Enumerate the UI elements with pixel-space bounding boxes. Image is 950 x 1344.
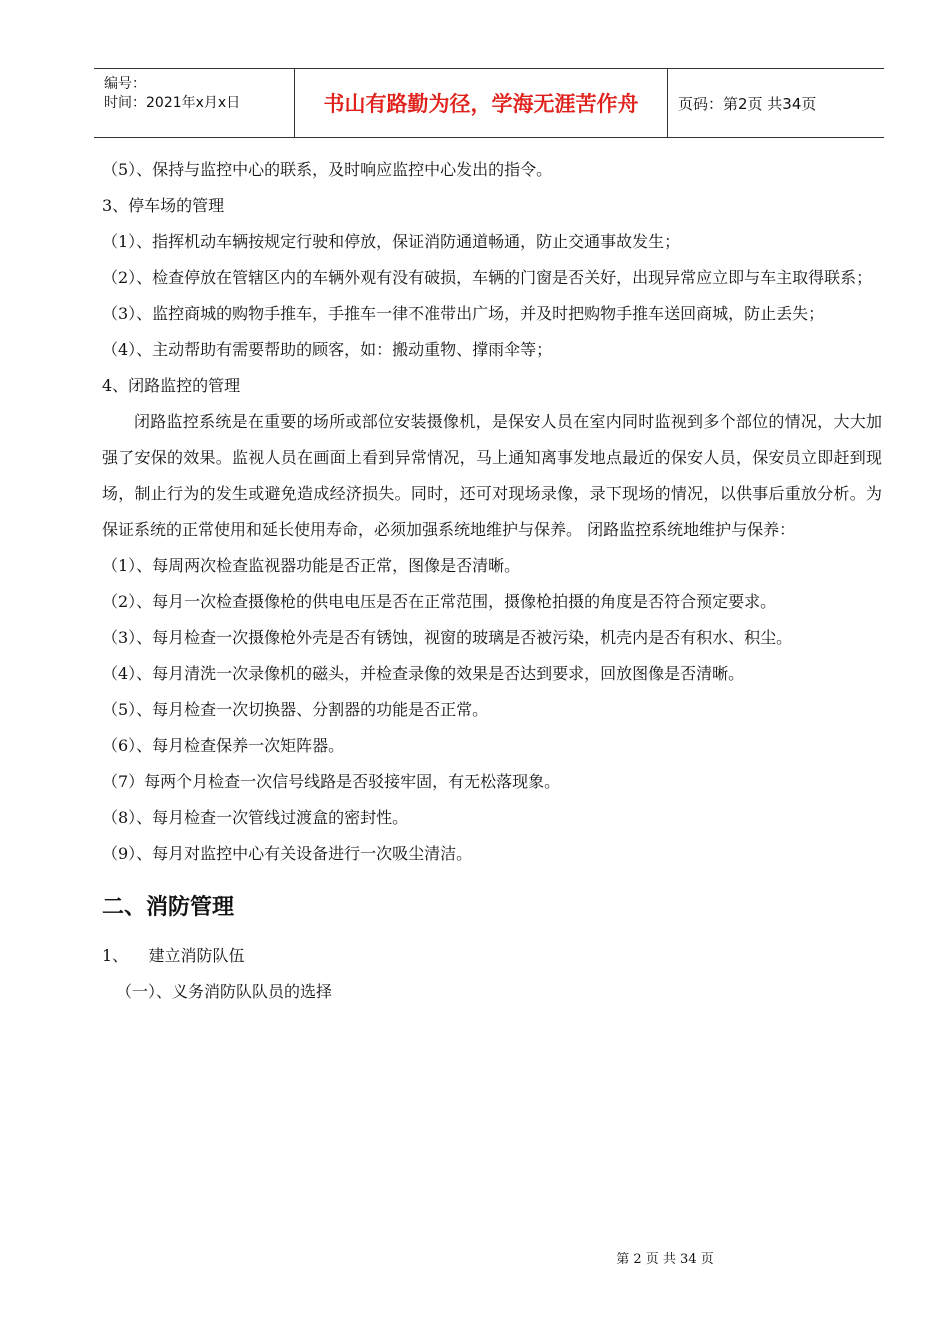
paragraph: （5）、保持与监控中心的联系，及时响应监控中心发出的指令。: [102, 160, 553, 179]
code-label: 编号：: [104, 76, 146, 92]
paragraph: （2）、检查停放在管辖区内的车辆外观有没有破损，车辆的门窗是否关好，出现异常应立即与车主取得联系；: [102, 268, 873, 287]
paragraph: 闭路监控系统是在重要的场所或部位安装摄像机，是保安人员在室内同时监视到多个部位的情况，大大加强了安保的效果。监视人员在画面上看到异常情况，马上通知离事发地点最近的保安人员，保安员立即赶到现场，制止行为的发生或避免造成经济损失。同时，还可对现场录像，录下现场的情况，以供事后重放分析。为保证系统的正常使用和延长使用寿命，必须加强系统地维护与保养。 闭路监控系统地维护与保养：: [102, 412, 882, 539]
page-footer: [0, 1248, 950, 1267]
paragraph: （6）、每月检查保养一次矩阵器。: [102, 736, 345, 755]
paragraph: （2）、每月一次检查摄像枪的供电电压是否在正常范围，摄像枪拍摄的角度是否符合预定要求。: [102, 592, 777, 611]
paragraph: （4）、每月清洗一次录像机的磁头，并检查录像的效果是否达到要求，回放图像是否清晰。: [102, 664, 745, 683]
header-page-label: 页码：第2页 共34页: [678, 94, 817, 113]
section-heading: 1、 建立消防队伍: [102, 946, 245, 965]
header-meta: [94, 69, 295, 137]
time-label: 时间：2021年x月x日: [104, 95, 241, 111]
paragraph: （3）、每月检查一次摄像枪外壳是否有锈蚀，视窗的玻璃是否被污染，机壳内是否有积水、积尘。: [102, 628, 793, 647]
section-heading: 3、停车场的管理: [102, 196, 225, 215]
chapter-heading: 二、消防管理: [102, 895, 235, 920]
paragraph: （9）、每月对监控中心有关设备进行一次吸尘清洁。: [102, 844, 473, 863]
paragraph: （4）、主动帮助有需要帮助的顾客，如：搬动重物、撑雨伞等；: [102, 340, 553, 359]
paragraph: （7）每两个月检查一次信号线路是否驳接牢固，有无松落现象。: [102, 772, 561, 791]
paragraph: （8）、每月检查一次管线过渡盒的密封性。: [102, 808, 409, 827]
document-body: [102, 152, 882, 1010]
header-motto: 书山有路勤为径，学海无涯苦作舟: [295, 69, 668, 137]
paragraph: （5）、每月检查一次切换器、分割器的功能是否正常。: [102, 700, 489, 719]
footer-page-number: 第 2 页 共 34 页: [616, 1252, 714, 1267]
paragraph: （3）、监控商城的购物手推车，手推车一律不准带出广场，并及时把购物手推车送回商城，防止丢失；: [102, 304, 825, 323]
paragraph: （1）、每周两次检查监视器功能是否正常，图像是否清晰。: [102, 556, 521, 575]
page-header: [94, 68, 884, 138]
section-heading: 4、闭路监控的管理: [102, 376, 241, 395]
paragraph: （1）、指挥机动车辆按规定行驶和停放，保证消防通道畅通，防止交通事故发生；: [102, 232, 681, 251]
subsection-heading: （一）、义务消防队队员的选择: [116, 982, 333, 1001]
